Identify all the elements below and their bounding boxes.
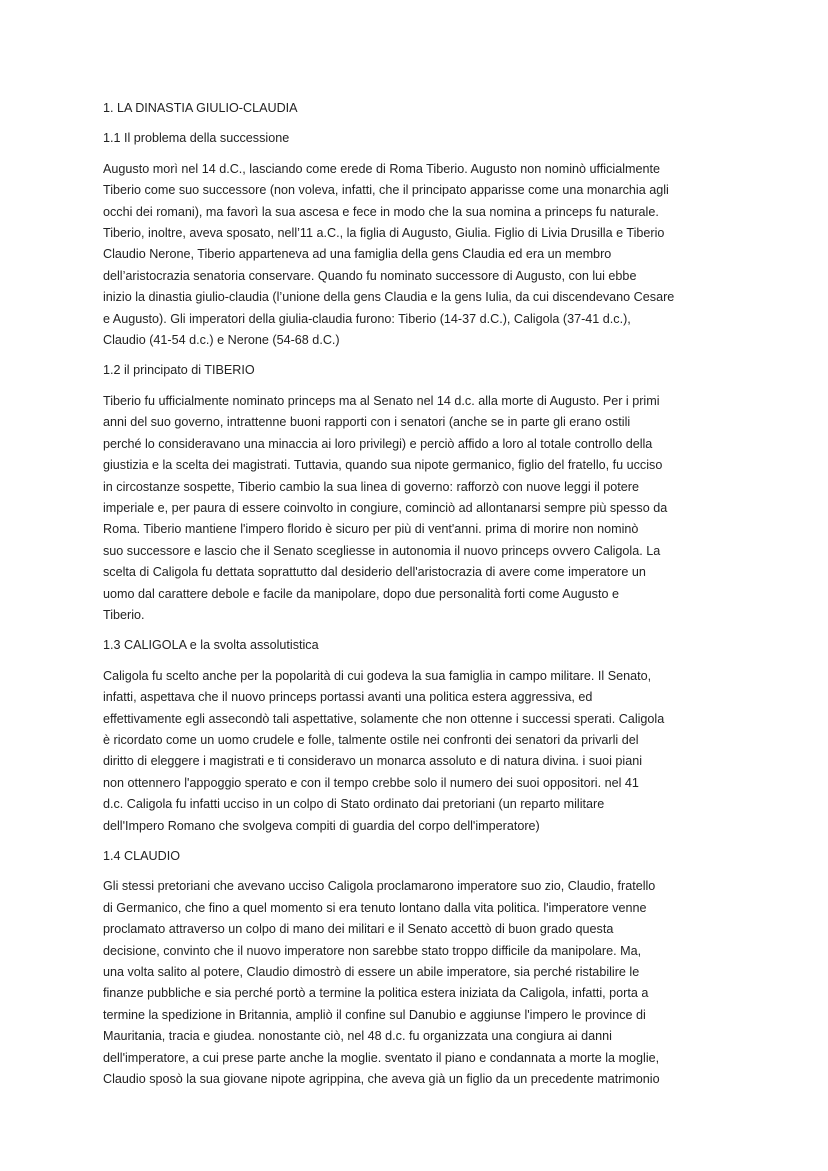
- paragraph-line: Claudio (41-54 d.c.) e Nerone (54-68 d.C.): [103, 333, 340, 348]
- paragraph-line: diritto di eleggere i magistrati e ti consideravo un monarca assoluto e di natura divina. i suoi piani: [103, 754, 643, 769]
- paragraph-line: proclamato attraverso un colpo di mano dei militari e il Senato accettò di buon grado questa: [103, 922, 614, 937]
- sections-container: [103, 128, 725, 1090]
- paragraph-line: dell'Impero Romano che svolgeva compiti di guardia del corpo dell'imperatore): [103, 818, 540, 833]
- section-paragraph: [103, 159, 725, 352]
- paragraph-line: decisione, convinto che il nuovo imperatore non sarebbe stato troppo difficile da manipolare. Ma,: [103, 943, 642, 958]
- paragraph-line: Roma. Tiberio mantiene l'impero florido è sicuro per più di vent'anni. prima di morire non nominò: [103, 522, 639, 537]
- paragraph-line: Caligola fu scelto anche per la popolarità di cui godeva la sua famiglia in campo militare. Il Senato,: [103, 668, 652, 683]
- paragraph-line: e Augusto). Gli imperatori della giulia-claudia furono: Tiberio (14-37 d.C.), Caligola (37-41 d.c.),: [103, 311, 631, 326]
- paragraph-line: Mauritania, tracia e giudea. nonostante ciò, nel 48 d.c. fu organizzata una congiura ai danni: [103, 1029, 612, 1044]
- paragraph-line: d.c. Caligola fu infatti ucciso in un colpo di Stato ordinato dai pretoriani (un reparto militare: [103, 797, 605, 812]
- paragraph-line: perché lo consideravano una minaccia ai loro privilegi) e perciò affido a loro al totale controllo della: [103, 436, 653, 451]
- paragraph-line: scelta di Caligola fu dettata soprattutto dal desiderio dell'aristocrazia di avere come imperatore un: [103, 565, 646, 580]
- paragraph-line: non ottennero l'appoggio sperato e con il tempo crebbe solo il numero dei suoi oppositori. nel 41: [103, 775, 639, 790]
- document-body: [103, 98, 725, 1099]
- section-paragraph: [103, 391, 725, 626]
- section-heading: 1.4 CLAUDIO: [103, 849, 180, 863]
- paragraph-line: Claudio Nerone, Tiberio apparteneva ad una famiglia della gens Claudia ed era un membro: [103, 247, 612, 262]
- paragraph-line: effettivamente egli assecondò tali aspettative, solamente che non ottenne i successi sperati. Caligola: [103, 711, 665, 726]
- paragraph-line: inizio la dinastia giulio-claudia (l’unione della gens Claudia e la gens Iulia, da cui discendevano Cesare: [103, 290, 675, 305]
- paragraph-line: imperiale e, per paura di essere coinvolto in congiure, cominciò ad allontanarsi sempre più spesso da: [103, 500, 668, 515]
- paragraph-line: Tiberio come suo successore (non voleva, infatti, che il principato apparisse come una monarchia agli: [103, 183, 669, 198]
- paragraph-line: infatti, aspettava che il nuovo princeps portassi avanti una politica estera aggressiva, ed: [103, 690, 593, 705]
- paragraph-line: anni del suo governo, intrattenne buoni rapporti con i senatori (anche se in parte gli erano ostili: [103, 415, 631, 430]
- paragraph-line: Tiberio, inoltre, aveva sposato, nell’11 a.C., la figlia di Augusto, Giulia. Figlio di Livia Drusilla e Tiberio: [103, 226, 665, 241]
- section-paragraph: [103, 666, 725, 837]
- paragraph-line: giustizia e la scelta dei magistrati. Tuttavia, quando sua nipote germanico, figlio del fratello, fu ucciso: [103, 458, 663, 473]
- paragraph-line: in circostanze sospette, Tiberio cambio la sua linea di governo: rafforzò con nuove leggi il potere: [103, 479, 640, 494]
- paragraph-line: Tiberio fu ufficialmente nominato princeps ma al Senato nel 14 d.c. alla morte di Augusto. Per i primi: [103, 393, 660, 408]
- paragraph-line: occhi dei romani), ma favorì la sua ascesa e fece in modo che la sua nomina a princeps fu naturale.: [103, 204, 659, 219]
- paragraph-line: Claudio sposò la sua giovane nipote agrippina, che aveva già un figlio da un precedente matrimonio: [103, 1072, 660, 1087]
- paragraph-line: una volta salito al potere, Claudio dimostrò di essere un abile imperatore, sia perché ristabilire le: [103, 965, 640, 980]
- paragraph-line: suo successore e lascio che il Senato scegliesse in autonomia il nuovo princeps ovvero Caligola. La: [103, 543, 661, 558]
- paragraph-line: dell'imperatore, a cui prese parte anche la moglie. sventato il piano e condannata a morte la moglie,: [103, 1050, 660, 1065]
- section-heading: 1.3 CALIGOLA e la svolta assolutistica: [103, 638, 319, 653]
- document-title: 1. LA DINASTIA GIULIO-CLAUDIA: [103, 101, 298, 115]
- paragraph-line: Tiberio.: [103, 607, 145, 622]
- paragraph-line: Gli stessi pretoriani che avevano ucciso Caligola proclamarono imperatore suo zio, Claudio, fratello: [103, 879, 656, 894]
- section-heading: 1.1 Il problema della successione: [103, 131, 290, 146]
- paragraph-line: finanze pubbliche e sia perché portò a termine la politica estera iniziata da Caligola, infatti, porta a: [103, 986, 649, 1001]
- paragraph-line: Augusto morì nel 14 d.C., lasciando come erede di Roma Tiberio. Augusto non nominò ufficialmente: [103, 161, 661, 176]
- paragraph-line: uomo dal carattere debole e facile da manipolare, dopo due personalità forti come Augusto e: [103, 586, 619, 601]
- paragraph-line: è ricordato come un uomo crudele e folle, talmente ostile nei confronti dei senatori da privarli del: [103, 732, 639, 747]
- section-heading: 1.2 il principato di TIBERIO: [103, 363, 255, 378]
- section-paragraph: [103, 876, 725, 1090]
- paragraph-line: termine la spedizione in Britannia, ampliò il confine sul Danubio e aggiunse l'impero le province di: [103, 1007, 646, 1022]
- paragraph-line: di Germanico, che fino a quel momento si era tenuto lontano dalla vita politica. l'imperatore venne: [103, 900, 647, 915]
- paragraph-line: dell’aristocrazia senatoria conservare. Quando fu nominato successore di Augusto, con lui ebbe: [103, 268, 637, 283]
